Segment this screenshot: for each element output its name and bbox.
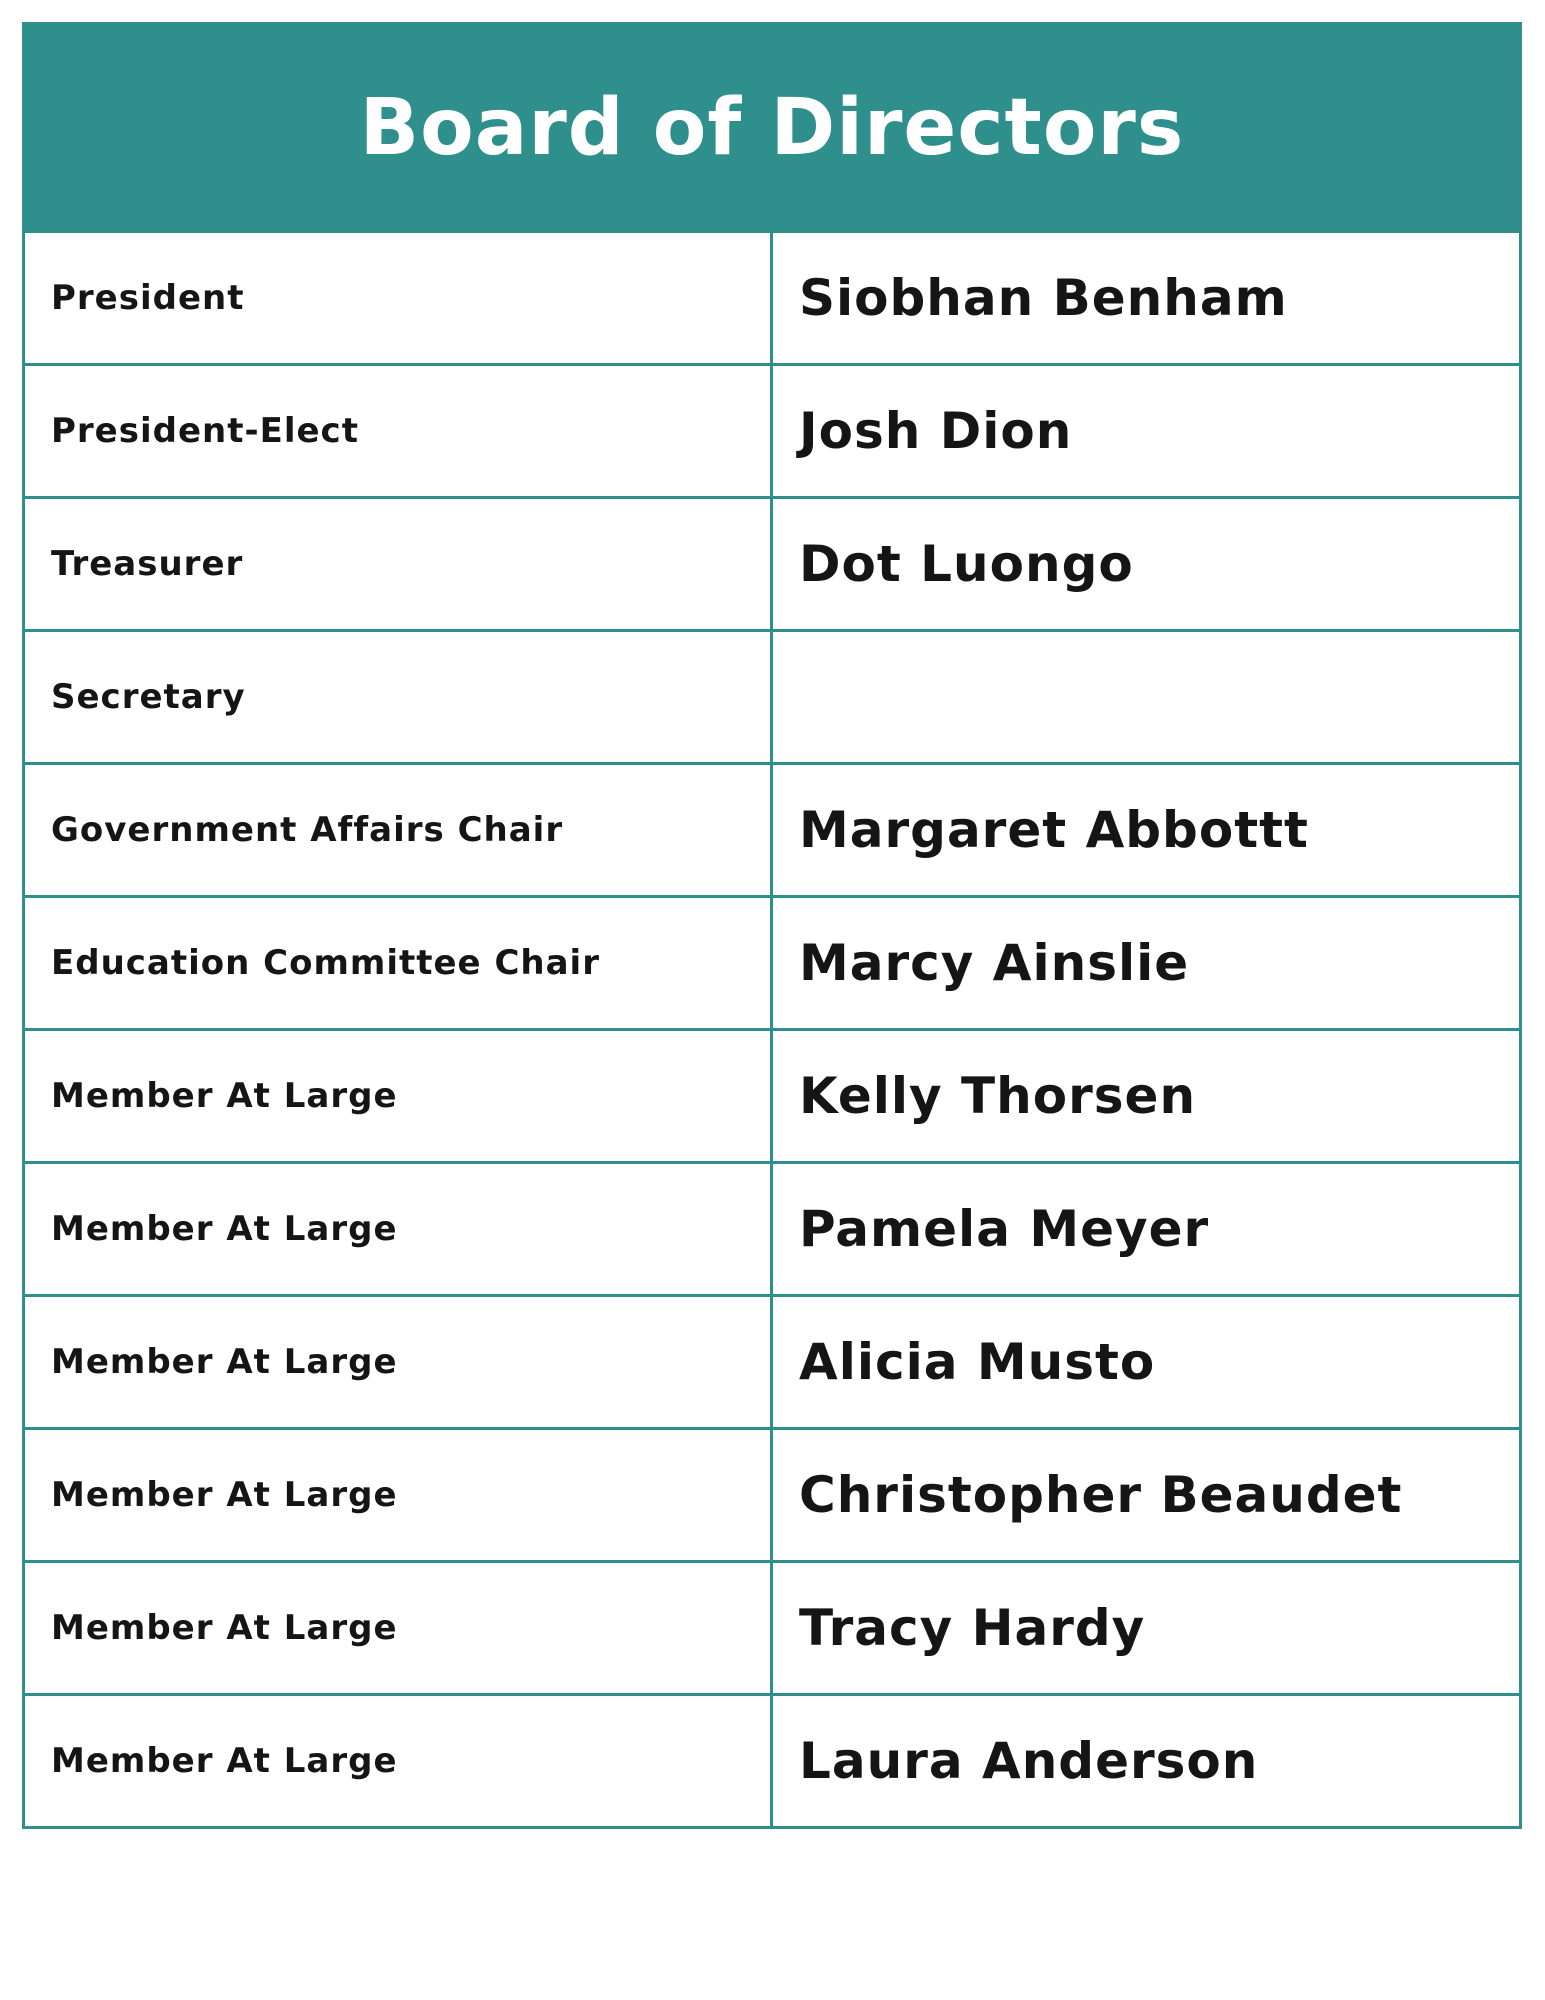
role-cell	[25, 898, 773, 1028]
member-name: Marcy Ainslie	[799, 934, 1190, 992]
name-cell	[773, 1430, 1519, 1560]
table-row	[25, 895, 1519, 1028]
name-cell	[773, 1563, 1519, 1693]
role-label: Member At Large	[51, 1608, 398, 1648]
role-cell	[25, 765, 773, 895]
role-cell	[25, 233, 773, 363]
name-cell	[773, 233, 1519, 363]
table-row	[25, 1294, 1519, 1427]
role-cell	[25, 1297, 773, 1427]
member-name: Tracy Hardy	[799, 1599, 1146, 1657]
name-cell	[773, 898, 1519, 1028]
role-label: Treasurer	[51, 544, 244, 584]
member-name: Dot Luongo	[799, 535, 1134, 593]
page-title: Board of Directors	[359, 82, 1185, 173]
role-cell	[25, 1164, 773, 1294]
role-label: Government Affairs Chair	[51, 810, 564, 850]
name-cell	[773, 1031, 1519, 1161]
role-label: Secretary	[51, 677, 246, 717]
role-cell	[25, 366, 773, 496]
member-name: Siobhan Benham	[799, 269, 1288, 327]
role-label: Member At Large	[51, 1741, 398, 1781]
member-name: Pamela Meyer	[799, 1200, 1210, 1258]
board-of-directors-table	[22, 22, 1522, 1829]
member-name: Christopher Beaudet	[799, 1466, 1403, 1524]
table-row	[25, 1560, 1519, 1693]
member-name: Margaret Abbottt	[799, 801, 1309, 859]
table-row	[25, 230, 1519, 363]
member-name: Josh Dion	[799, 402, 1073, 460]
table-header	[25, 25, 1519, 230]
name-cell	[773, 632, 1519, 762]
role-label: Member At Large	[51, 1209, 398, 1249]
table-row	[25, 496, 1519, 629]
role-cell	[25, 1563, 773, 1693]
table-row	[25, 762, 1519, 895]
name-cell	[773, 765, 1519, 895]
role-cell	[25, 1031, 773, 1161]
role-label: Member At Large	[51, 1076, 398, 1116]
member-name: Kelly Thorsen	[799, 1067, 1197, 1125]
table-row	[25, 1693, 1519, 1826]
name-cell	[773, 366, 1519, 496]
role-cell	[25, 499, 773, 629]
role-cell	[25, 632, 773, 762]
table-row	[25, 363, 1519, 496]
table-row	[25, 1028, 1519, 1161]
name-cell	[773, 1297, 1519, 1427]
member-name: Laura Anderson	[799, 1732, 1259, 1790]
name-cell	[773, 1696, 1519, 1826]
role-label: Member At Large	[51, 1475, 398, 1515]
name-cell	[773, 499, 1519, 629]
role-cell	[25, 1696, 773, 1826]
role-label: President-Elect	[51, 411, 359, 451]
table-row	[25, 629, 1519, 762]
role-cell	[25, 1430, 773, 1560]
table-row	[25, 1427, 1519, 1560]
member-name: Alicia Musto	[799, 1333, 1156, 1391]
role-label: Member At Large	[51, 1342, 398, 1382]
table-row	[25, 1161, 1519, 1294]
role-label: Education Committee Chair	[51, 943, 600, 983]
name-cell	[773, 1164, 1519, 1294]
role-label: President	[51, 278, 245, 318]
